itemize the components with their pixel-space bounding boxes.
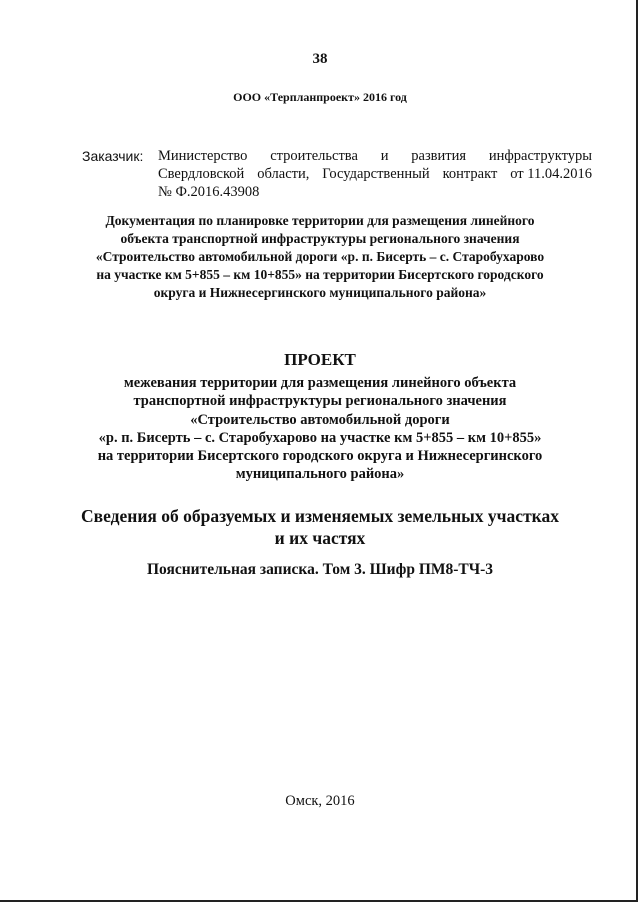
- project-heading: ПРОЕКТ: [284, 350, 356, 369]
- page-number: 38: [312, 51, 328, 67]
- project-subtitle-line: «Строительство автомобильной дороги: [190, 411, 450, 428]
- customer-word: развития: [411, 148, 467, 164]
- section-title-line: Сведения об образуемых и изменяемых земельных участках: [81, 506, 559, 526]
- documentation-title-line: округа и Нижнесергинского муниципального района»: [153, 285, 487, 300]
- customer-word: Свердловской: [158, 166, 245, 182]
- explanatory-note-line: Пояснительная записка. Том 3. Шифр ПМ8-ТЧ-3: [146, 561, 494, 578]
- project-subtitle: [0, 374, 640, 484]
- organization-line: ООО «Терпланпроект» 2016 год: [233, 90, 407, 104]
- customer-word: строительства: [270, 148, 358, 164]
- documentation-title-line: на участке км 5+855 – км 10+855» на территории Бисертского городского: [96, 267, 544, 282]
- customer-word: и: [380, 148, 389, 164]
- customer-line-2: [158, 165, 592, 183]
- documentation-title-line: Документация по планировке территории для размещения линейного: [105, 213, 535, 228]
- customer-word: области,: [257, 166, 310, 182]
- documentation-title: [0, 212, 640, 302]
- documentation-title-line: объекта транспортной инфраструктуры регионального значения: [120, 231, 520, 246]
- customer-word: контракт: [442, 166, 498, 182]
- customer-word: Министерство: [158, 148, 248, 164]
- project-subtitle-line: «р. п. Бисерть – с. Старобухарово на участке км 5+855 – км 10+855»: [98, 429, 542, 446]
- customer-details: [158, 147, 592, 201]
- customer-label: Заказчик:: [82, 148, 144, 164]
- city-year: Омск, 2016: [285, 793, 355, 809]
- documentation-title-line: «Строительство автомобильной дороги «р. п. Бисерть – с. Старобухарово: [95, 249, 545, 264]
- project-subtitle-line: на территории Бисертского городского округа и Нижнесергинского: [97, 448, 543, 465]
- project-subtitle-line: транспортной инфраструктуры регионального значения: [133, 393, 507, 410]
- project-subtitle-line: межевания территории для размещения линейного объекта: [123, 375, 517, 391]
- section-title-line: и их частях: [274, 528, 366, 548]
- project-subtitle-line: муниципального района»: [235, 466, 405, 483]
- customer-word: от 11.04.2016: [510, 166, 592, 182]
- section-title: [0, 505, 640, 549]
- customer-line-1: [158, 147, 592, 165]
- customer-word: Государственный: [322, 166, 430, 182]
- contract-number: № Ф.2016.43908: [158, 184, 260, 200]
- customer-word: инфраструктуры: [488, 148, 592, 164]
